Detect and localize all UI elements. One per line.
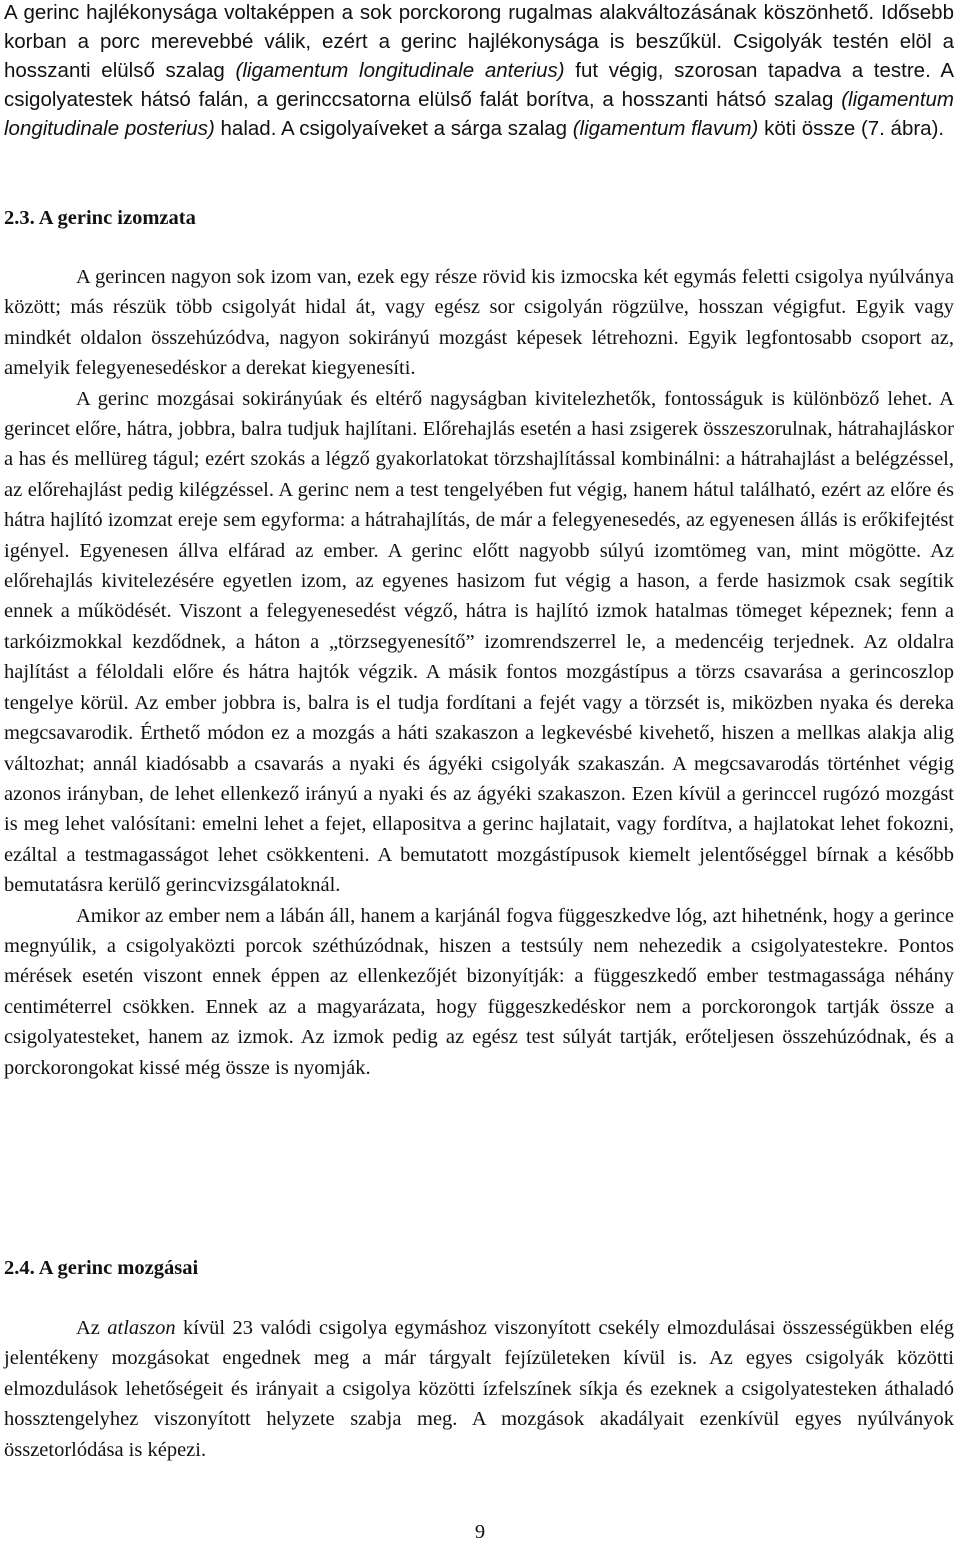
intro-text-3: halad. A csigolyaíveket a sárga szalag [220,117,567,140]
section-2-3-paragraph-3: Amikor az ember nem a lábán áll, hanem a karjánál fogva függeszkedve lóg, azt hihetnénk, hogy a gerince megnyúlik, a csigolyaközti porcok széthúzódnak, hiszen a testsúly nem nehezedik a csigolyatestekre. Pontos mérések esetén viszont ennek éppen az ellenkezőjét bizonyítják: a függeszkedő ember testmagassága néhány centiméterrel csökken. Ennek az a magyarázata, hogy függeszkedéskor nem a porckorongok tartják össze a csigolyatesteket, hanem az izmok. Az izmok pedig az egész test súlyát tartják, erőteljesen összehúzódnak, és a porckorongokat kissé még össze is nyomják. [4,904,954,1079]
atlasz-term: atlaszon [107,1317,176,1339]
intro-text-4: köti össze (7. ábra). [764,117,945,140]
section-2-4-paragraph-1 [4,1313,954,1465]
section-heading-2-3: 2.3. A gerinc izomzata [4,207,196,229]
latin-term-posterius: (ligamentum longitudinale posterius) [4,88,955,140]
section-2-4-text-a: Az [76,1317,100,1339]
latin-term-anterius: (ligamentum longitudinale anterius) [235,59,565,82]
section-2-3-paragraph-2: A gerinc mozgásai sokirányúak és eltérő nagyságban kivitelezhetők, fontosságuk is különböző lehet. A gerincet előre, hátra, jobbra, balra tudjuk hajlítani. Előrehajlás esetén a hasi zsigerek összeszorulnak, hátrahajláskor a has és mellüreg tágul; ezért szokás a légző gyakorlatokat törzshajlítással kombinálni: a hátrahajlást a belégzéssel, az előrehajlást pedig kilégzéssel. A gerinc nem a test tengelyében fut végig, hanem hátul található, ezért az előre és hátra hajlító izomzat ereje sem egyforma: a hátrahajlítás, de már a felegyenesedés, az egyenesen állás is erőkifejtést igényel. Egyenesen állva elfárad az ember. A gerinc előtt nagyobb súlyú izomtömeg van, mint mögötte. Az előrehajlás kivitelezésére egyetlen izom, az egyenes hasizom fut végig a hason, a ferde hasizmok csak segítik ennek a működését. Viszont a felegyenesedést végző, hátra is hajlító izmok hatalmas tömeget képeznek; fenn a tarkóizmokkal kezdődnek, a háton a „törzsegyenesítő” izomrendszerrel le, a medencéig terjednek. Az oldalra hajlítást a féloldali előre és hátra hajtók végzik. A másik fontos mozgástípus a törzs csavarása a gerincoszlop tengelye körül. Az ember jobbra is, balra is el tudja fordítani a fejét vagy a törzsét is, miközben nyaka és dereka megcsavarodik. Érthető módon ez a mozgás a háti szakaszon a legkevésbé kivehető, hiszen a mellkas alakja alig változhat; annál kiadósabb a csavarás a nyaki és ágyéki csigolyák szakaszán. A megcsavarodás történhet végig azonos irányban, de lehet ellenkező irányú a nyaki és az ágyéki szakaszon. Ezen kívül a gerinccel rugózó mozgást is meg lehet valósítani: emelni lehet a fejet, ellapositva a gerinc hajlatait, vagy fordítva, a hajlatokat lehet fokozni, ezáltal a testmagasságot lehet csökkenteni. A bemutatott mozgástípusok kiemelt jelentőséggel bírnak a később bemutatásra kerülő gerincvizsgálatoknál. [4,387,954,897]
section-2-4-text-b: kívül 23 valódi csigolya egymáshoz viszonyított csekély elmozdulásai összességükben elég jelentékeny mozgásokat engednek meg a már tárgyalt fejízületeken kívül is. Az egyes csigolyák közötti elmozdulások lehetőségeit és irányait a csigolya közötti ízfelszínek síkja és ezeknek a csigolyatesteken áthaladó hossztengelyhez viszonyított helyzete szabja meg. A mozgások akadályait ezenkívül egyes nyúlványok összetorlódása is képezi. [4,1317,954,1461]
section-2-3-paragraph-1: A gerincen nagyon sok izom van, ezek egy része rövid kis izmocska két egymás feletti csigolya nyúlványa között; más részük több csigolyát hidal át, vagy egész sor csigolyán rögzülve, hosszan végigfut. Egyik vagy mindkét oldalon összehúzódva, nagyon sokirányú mozgást képesek létrehozni. Egyik legfontosabb csoport az, amelyik felegyenesedéskor a derekat kiegyenesíti. [4,266,954,380]
intro-paragraph [4,0,954,143]
intro-text-2: fut végig, szorosan tapadva a testre. A csigolyatestek hátsó falán, a gerinccsatorna elülső falát borítva, a hosszanti hátsó szalag [4,59,954,111]
section-2-3-body [4,262,954,1083]
section-heading-2-4: 2.4. A gerinc mozgásai [4,1257,199,1279]
page-number: 9 [474,1521,486,1543]
section-2-4-body [4,1313,954,1465]
intro-text-1: A gerinc hajlékonysága voltaképpen a sok porckorong rugalmas alakváltozásának köszönhető. Idősebb korban a porc merevebbé válik, ezért a gerinc hajlékonysága is beszűkül. Csigolyák testén elöl a hosszanti elülső szalag [4,1,954,82]
latin-term-flavum: (ligamentum flavum) [572,117,759,140]
